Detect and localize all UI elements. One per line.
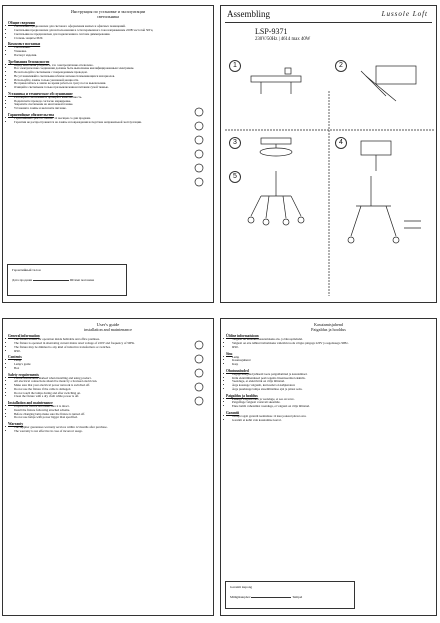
list-item: • The warranty is not effective in case of incorrect usage. [14,430,208,434]
warranty-coupon-box [7,264,127,296]
section-heading: Комплект поставки [8,42,41,47]
list-item: • The fixture is used for operation inside habitable and office premises. [14,338,208,342]
garantii-stamp: Tempel [292,595,303,599]
section-heading: Garantii [226,410,240,415]
section-list [226,398,431,409]
list-item: • Светильник не предназначен для подключения к системе диммирования. [14,33,208,37]
section-heading: Установка и техническое обслуживание [8,91,73,96]
page2-left-panel [2,318,214,616]
section-list [8,46,208,57]
page2-left-sections [8,334,208,433]
assembling-header: Assembling [227,9,271,19]
section-list [226,415,431,422]
list-item: • Перед монтажом убедитесь, что электропитание отключено. [14,64,208,68]
kasutamisjuhend-title: Kasutamisjuhend [313,322,344,327]
section-heading: Sisu [226,351,233,356]
list-item: • Ärge puudutage lampe sisselülitamise ajal ja pärast seda. [232,388,431,392]
list-item: • IP20. [232,346,431,350]
section-list [226,356,431,367]
page1-left-sections [8,21,208,124]
step-5-badge: 5 [229,171,241,183]
users-guide-title: User's guide [96,322,120,327]
section-heading: Ohutusnõuded [226,368,249,373]
list-item: • Светильник. [14,46,208,50]
list-item: • Tarnija tagab garantii teeninduse 12 kuu jooksul pärast ostu. [232,415,431,419]
list-item: • Паспорт изделия. [14,54,208,58]
list-item: • Подключите провода согласно маркировке. [14,100,208,104]
page1-right-panel [220,5,437,303]
list-item: • Не прикасайтесь к лампе во время работы и сразу после выключения. [14,82,208,86]
list-item: • Valgusti on mõeldud kasutamiseks elu- ja büroopindadel. [232,338,431,342]
section-heading: Installation and maintenance [8,400,53,405]
section-list [8,117,208,124]
users-guide-subtitle: installation and maintenance [84,326,132,332]
bulb-side-icon-2 [192,339,206,419]
list-item: • Светильник предназначен для использования в сети переменного тока напряжением 220В частотой 50Гц. [14,29,208,33]
sale-date-line [33,280,69,281]
warranty-coupon-title: Гарантийный талон [12,268,41,272]
list-item: • Распакуйте светильник и проверьте комплектность. [14,96,208,100]
garantii-date-line [251,597,291,598]
list-item: • Unpack the fixture and make sure it is intact. [14,405,208,409]
section-heading: Contents [8,355,22,360]
list-item: • Karp [232,363,431,367]
section-heading: General information [8,334,40,339]
list-item: • The supplier guarantees warranty services within 12 months after purchase. [14,426,208,430]
section-heading: Üldine informatsioon [226,334,259,339]
list-item: • Paigaldage valgusti vastavalt skeemile. [232,401,431,405]
list-item: • The fixture is operated in alternating current mains rated voltage of 220V and frequency of 50Hz. [14,342,208,346]
section-heading: Гарантийные обязательства [8,112,54,117]
garantii-coupon-box [225,581,355,609]
page2-right-panel [220,318,437,616]
list-item: • Lamp [232,356,431,360]
step-2-badge: 2 [335,60,347,72]
warranty-coupon-row [12,278,122,282]
step-3-badge: 3 [229,137,241,149]
garantii-coupon-title: Garantii kupong [230,585,253,589]
kasutamisjuhend-subtitle: Paigaldus ja hooldus [311,326,346,332]
section-list [8,377,208,399]
list-item: • Не устанавливайте светильник вблизи легковоспламеняющихся материалов. [14,75,208,79]
list-item: • Используйте лампы только указанной мощности. [14,79,208,83]
section-list [8,359,208,370]
list-item: • Follow instructions marked when installing and using product. [14,377,208,381]
header-divider [225,22,432,23]
list-item: • The fixture may be dimmed to any kind of inductive transformers or switches. [14,346,208,350]
list-item: • Lamp [14,359,208,363]
list-item: • Kasutusjuhend [232,359,431,363]
list-item: • Упаковка. [14,50,208,54]
list-item: • Ärge kasutage valgustit, kui kaabel on kahjustatud. [232,384,431,388]
list-item: • Do not use lamps with power bigger than specified. [14,416,208,420]
section-heading: Требования безопасности [8,59,50,64]
list-item: • Before changing lamp make sure the fixture is turned off. [14,413,208,417]
bulb-side-icon [192,106,206,196]
section-list [226,373,431,392]
list-item: • Не используйте светильник с поврежденным проводом. [14,71,208,75]
brand-logo: Lussole Loft [381,10,428,18]
list-item: • Make sure that your electrical power network is switched off. [14,384,208,388]
list-item: • Järgige märgitud juhiseid toote paigaldamisel ja kasutamisel. [232,373,431,377]
list-item: • Степень защиты IP20. [14,37,208,41]
section-list [8,426,208,433]
list-item: • Install the fixture following attached scheme. [14,409,208,413]
list-item: • Veenduge, et elektrivõrk on välja lülitatud. [232,380,431,384]
section-list [8,338,208,353]
list-item: • IP20. [14,350,208,354]
list-item: • Enne lambi vahetamist veenduge, et valgusti on välja lülitatud. [232,405,431,409]
assembly-diagram [221,46,437,301]
list-item: • Clean the fixture with a dry cloth while power is off. [14,395,208,399]
section-list [226,338,431,349]
list-item: • All electrical connections should be made by a licensed electrician. [14,380,208,384]
section-list [8,64,208,90]
list-item: • Гарантийный срок составляет 12 месяцев со дня продажи. [14,117,208,121]
list-item: • Garantii ei kehti vale kasutamise korral. [232,419,431,423]
list-item: • Do not touch the lamps during and after switching on. [14,392,208,396]
section-list [8,96,208,111]
garantii-coupon-row [230,595,350,599]
list-item: • Все электрические соединения должны быть выполнены квалифицированным электриком. [14,67,208,71]
list-item: • Pakkige valgusti lahti ja veenduge, et see on terve. [232,398,431,402]
list-item: • Гарантия не распространяется на лампы и повреждения вследствие неправильной эксплуатации. [14,121,208,125]
warranty-stamp: Штамп магазина [69,278,95,282]
list-item: • Box [14,367,208,371]
list-item: • Светильник предназначен для светового оформления жилых и офисных помещений. [14,25,208,29]
section-heading: Warranty [8,421,24,426]
list-item: • Do not use the fixture if the cable is damaged. [14,388,208,392]
page1-left-panel [2,5,214,303]
list-item: • Valgusti on ette nähtud töötamiseks vahelduvvoolu võrgus pingega 220V ja sagedusega 50Hz. [232,342,431,346]
page2-right-sections [226,334,431,422]
page1-left-title: Инструкция по установке и эксплуатации светильника [70,9,146,19]
model-number: LSP-9371 [255,27,288,36]
list-item: • Kõik elektriühendused peab tegema litsentseeritud elektrik. [232,377,431,381]
list-item: • Закрепите светильник на монтажной планке. [14,103,208,107]
section-list [8,405,208,420]
section-heading: Safety requirements [8,372,39,377]
section-heading: Общие сведения [8,21,35,26]
step-1-badge: 1 [229,60,241,72]
section-list [8,25,208,40]
model-specs: 230V/50Hz | 4614 max 40W [255,37,311,42]
step-4-badge: 4 [335,137,347,149]
section-heading: Paigaldus ja hooldus [226,393,258,398]
warranty-sale-date: Дата продажи [12,278,33,282]
list-item: • Установите лампы и включите питание. [14,107,208,111]
list-item: • Lamp's guide [14,363,208,367]
list-item: • Очищайте светильник только при выключенном питании сухой тканью. [14,86,208,90]
garantii-sale-date: Müügikuupäev [230,595,251,599]
